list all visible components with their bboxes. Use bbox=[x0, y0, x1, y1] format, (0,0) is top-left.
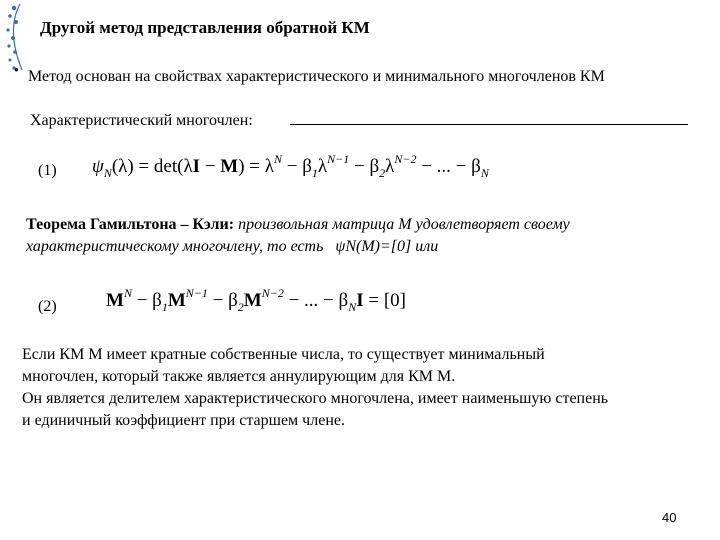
page-number: 40 bbox=[662, 510, 677, 525]
equation-2-number: (2) bbox=[38, 298, 57, 315]
equation-1-number: (1) bbox=[38, 162, 57, 179]
theorem-line-1 bbox=[26, 214, 570, 236]
para2-line1: Он является делителем характеристического многочлена, имеет наименьшую степень bbox=[22, 390, 609, 407]
equation-2: $M^N - \beta_1M^{N-1} - \beta_2M^{N-2}$ − ... − $\beta_NI = [0]$ bbox=[106, 286, 406, 314]
para1-line2: многочлен, который также является аннулирующим для КМ M. bbox=[22, 368, 456, 385]
theorem-title: Теорема Гамильтона – Кэли: bbox=[26, 216, 235, 233]
theorem-line-2-text: характеристическому многочлену, то есть bbox=[26, 238, 324, 255]
para1-line1: Если КМ M имеет кратные собственные числа, то существует минимальный bbox=[22, 346, 545, 363]
theorem-text: произвольная матрица M удовлетворяет своему bbox=[238, 216, 570, 233]
slide-title: Другой метод представления обратной КМ bbox=[40, 18, 370, 37]
para2-line2: и единичный коэффициент при старшем члене. bbox=[22, 412, 345, 429]
intro-text: Метод основан на свойствах характеристического и минимального многочленов КМ bbox=[28, 68, 605, 85]
bullet-icon: ● bbox=[14, 65, 19, 74]
divider-line bbox=[290, 124, 688, 125]
theorem-line-2 bbox=[26, 236, 438, 258]
theorem-expr: ψN(M)=[0] или bbox=[335, 238, 439, 255]
char-poly-label: Характеристический многочлен: bbox=[30, 112, 253, 129]
equation-1: $\psi_N(\lambda) = \det(\lambda I - M) = \lambda^N - \beta_1\lambda^{N-1} - \beta_2\lambda^{N-2}$ − ... − $\beta_N$ bbox=[92, 152, 489, 180]
